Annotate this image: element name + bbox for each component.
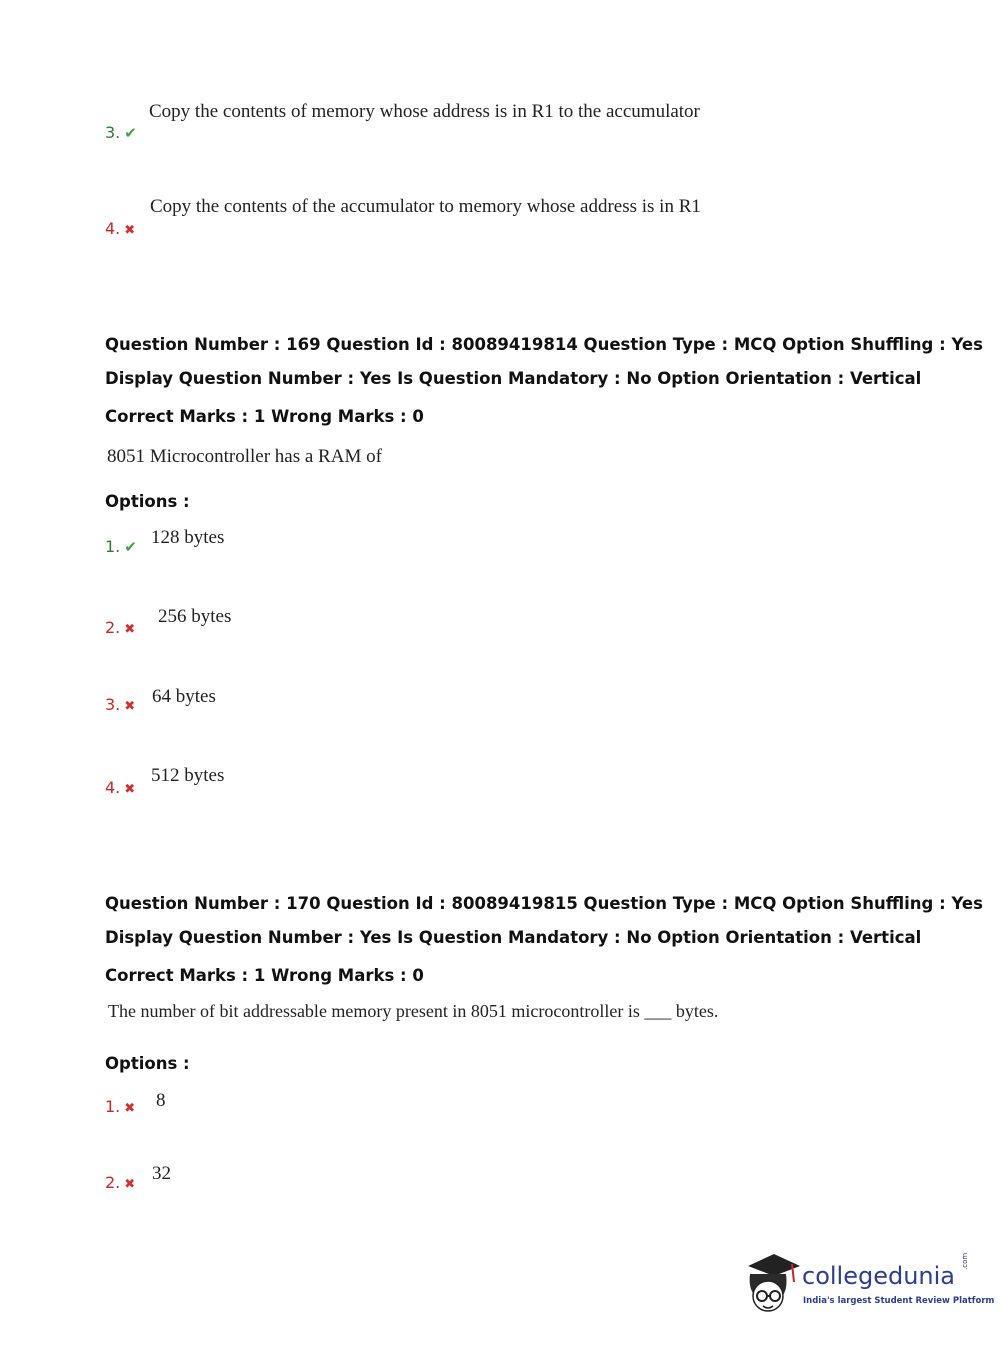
option-number: 4. ✖ — [105, 778, 136, 797]
logo-suffix: .com — [961, 1252, 969, 1270]
question-meta-line2: Display Question Number : Yes Is Question Mandatory : No Option Orientation : Vertical — [105, 928, 922, 947]
collegedunia-logo — [742, 1250, 995, 1320]
option-number: 2. ✖ — [105, 618, 136, 637]
cross-icon: ✖ — [124, 1101, 136, 1116]
option-text: 8 — [156, 1090, 166, 1111]
mascot-icon — [742, 1250, 800, 1320]
question-marks: Correct Marks : 1 Wrong Marks : 0 — [105, 966, 424, 985]
option-number: 2. ✖ — [105, 1173, 136, 1192]
option-text: 64 bytes — [152, 686, 216, 707]
option-text: 256 bytes — [158, 606, 232, 627]
option-number: 1. ✔ — [105, 537, 137, 556]
question-meta-line1: Question Number : 170 Question Id : 80089419815 Question Type : MCQ Option Shuffling : Yes — [105, 894, 983, 913]
question-meta-line2: Display Question Number : Yes Is Question Mandatory : No Option Orientation : Vertical — [105, 369, 922, 388]
option-text: 128 bytes — [151, 527, 225, 548]
option-text: Copy the contents of the accumulator to memory whose address is in R1 — [150, 196, 701, 217]
option-number: 3. ✖ — [105, 695, 136, 714]
question-text: The number of bit addressable memory present in 8051 microcontroller is ___ bytes. — [108, 1001, 719, 1021]
option-text: Copy the contents of memory whose address is in R1 to the accumulator — [149, 101, 700, 122]
check-icon: ✔ — [124, 124, 137, 142]
option-number: 1. ✖ — [105, 1097, 136, 1116]
option-text: 512 bytes — [151, 765, 225, 786]
question-marks: Correct Marks : 1 Wrong Marks : 0 — [105, 407, 424, 426]
cross-icon: ✖ — [124, 223, 136, 238]
option-number: 3. ✔ — [105, 123, 137, 142]
option-number: 4. ✖ — [105, 219, 136, 238]
cross-icon: ✖ — [124, 699, 136, 714]
check-icon: ✔ — [124, 538, 137, 556]
options-label: Options : — [105, 492, 190, 511]
logo-wordmark: collegedunia — [802, 1262, 956, 1290]
option-text: 32 — [152, 1163, 171, 1184]
cross-icon: ✖ — [124, 622, 136, 637]
logo-tagline: India's largest Student Review Platform — [803, 1296, 995, 1306]
question-meta-line1: Question Number : 169 Question Id : 80089419814 Question Type : MCQ Option Shuffling : Yes — [105, 335, 983, 354]
options-label: Options : — [105, 1054, 190, 1073]
question-text: 8051 Microcontroller has a RAM of — [107, 446, 382, 467]
cross-icon: ✖ — [124, 1177, 136, 1192]
cross-icon: ✖ — [124, 782, 136, 797]
